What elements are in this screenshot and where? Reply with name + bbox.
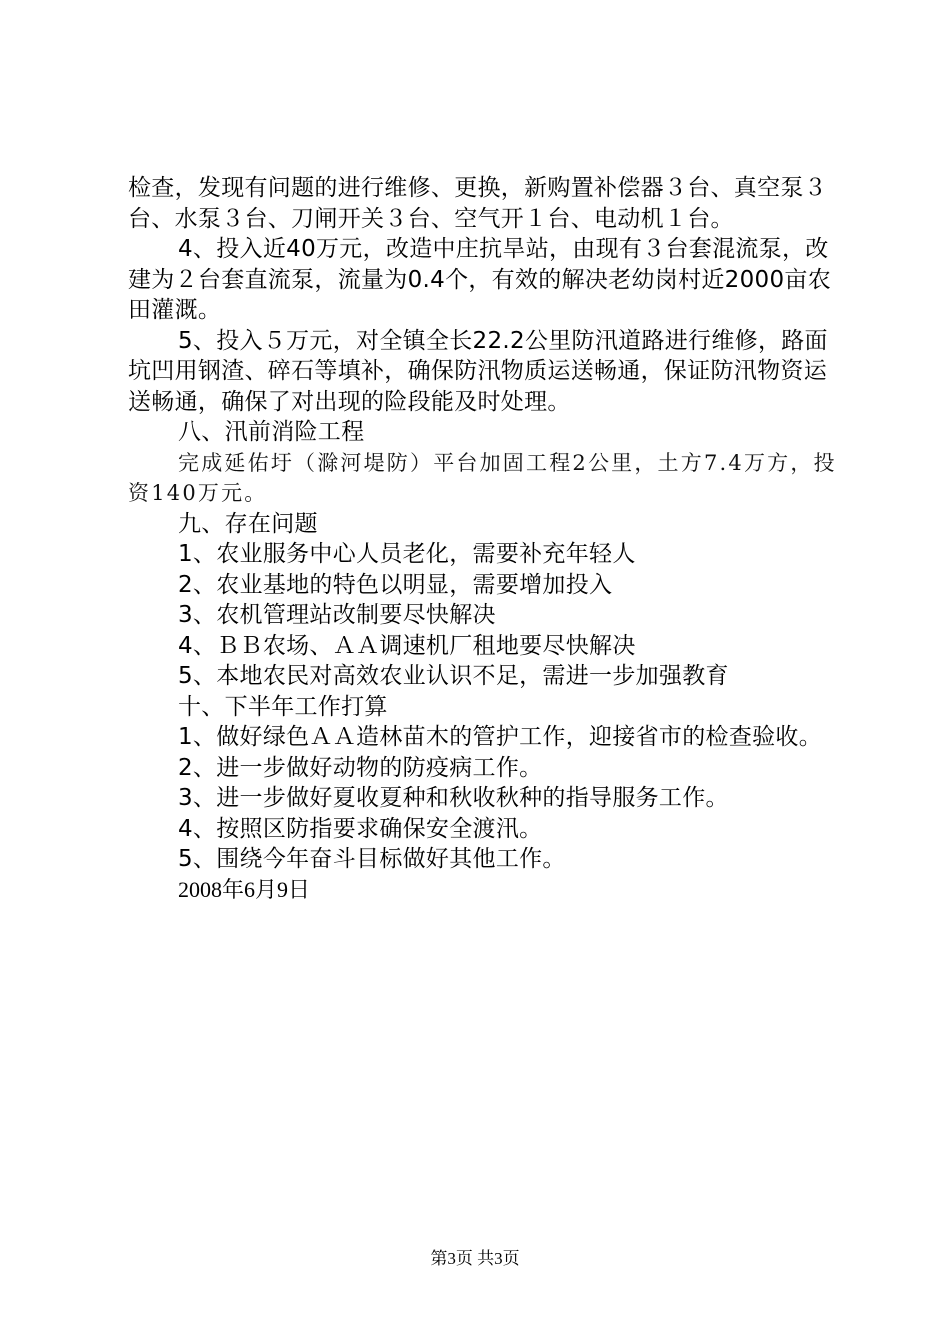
plan-item-5: 5、围绕今年奋斗目标做好其他工作。 <box>178 846 566 872</box>
paragraph-item-4: 4、投入近40万元，改造中庄抗旱站，由现有３台套混流泵，改建为２台套直流泵，流量为0.4个，有效的解决老幼岗村近2000亩农田灌溉。 <box>128 236 832 323</box>
paragraph-equipment: 检查，发现有问题的进行维修、更换，新购置补偿器３台、真空泵３台、水泵３台、刀闸开关３台、空气开１台、电动机１台。 <box>128 175 827 232</box>
plan-item-1: 1、做好绿色ＡＡ造林苗木的管护工作，迎接省市的检查验收。 <box>178 724 823 750</box>
section-heading-9: 九、存在问题 <box>178 510 318 537</box>
plan-item-2: 2、进一步做好动物的防疫病工作。 <box>178 754 543 781</box>
plan-item-4: 4、按照区防指要求确保安全渡汛。 <box>178 815 543 842</box>
document-body <box>128 173 848 905</box>
section-heading-10: 十、下半年工作打算 <box>178 693 388 720</box>
problem-item-1: 1、农业服务中心人员老化，需要补充年轻人 <box>178 541 636 567</box>
problem-item-5: 5、本地农民对高效农业认识不足，需进一步加强教育 <box>178 663 729 689</box>
plan-item-3: 3、进一步做好夏收夏种和秋收秋种的指导服务工作。 <box>178 785 729 811</box>
section-heading-8: 八、汛前消险工程 <box>178 419 365 445</box>
paragraph-item-5: 5、投入５万元，对全镇全长22.2公里防汛道路进行维修，路面坑凹用钢渣、碎石等填补，确保防汛物质运送畅通，保证防汛物资运送畅通，确保了对出现的险段能及时处理。 <box>128 327 828 415</box>
problem-item-2: 2、农业基地的特色以明显，需要增加投入 <box>178 571 613 598</box>
paragraph-flood-project: 完成延佑圩（滁河堤防）平台加固工程2公里，土方7.4万方，投资140万元。 <box>128 450 837 505</box>
problem-item-4: 4、ＢＢ农场、ＡＡ调速机厂租地要尽快解决 <box>178 632 636 659</box>
problem-item-3: 3、农机管理站改制要尽快解决 <box>178 602 496 628</box>
page-footer: 第3页 共3页 <box>430 1249 520 1268</box>
document-date: 2008年6月9日 <box>178 876 311 902</box>
